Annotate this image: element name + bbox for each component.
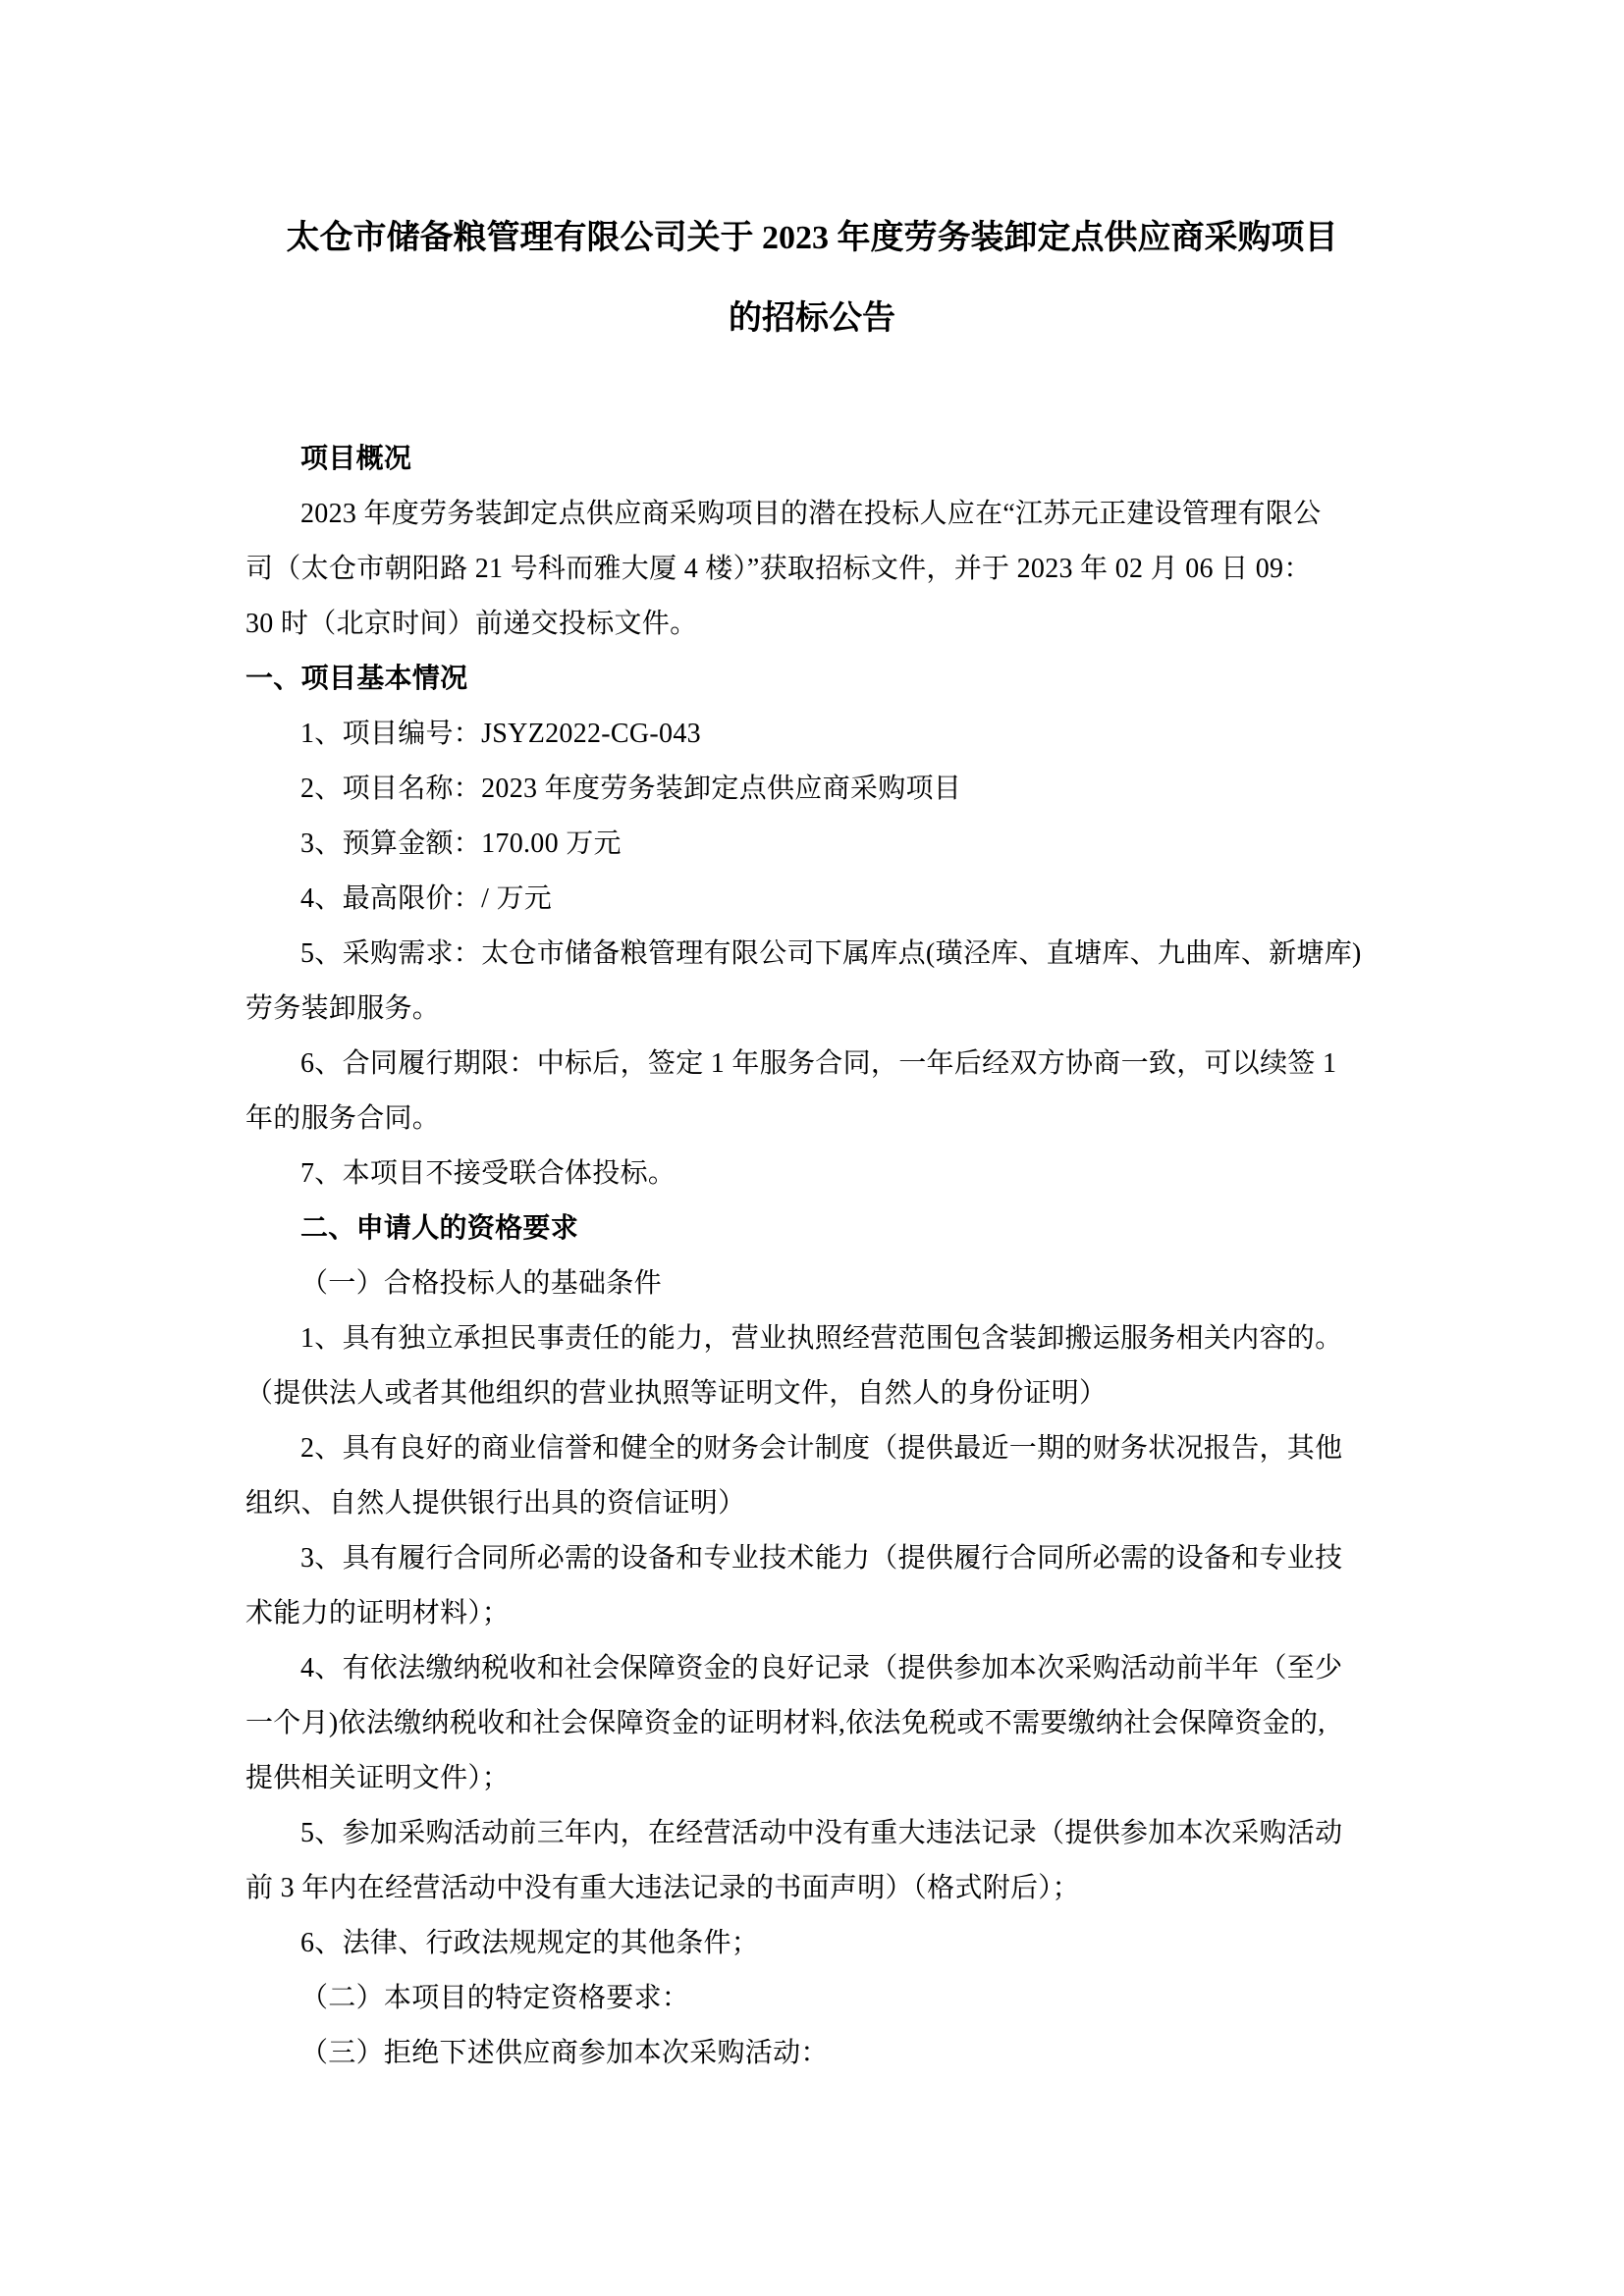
paragraph [245, 1037, 1379, 1147]
text-line: 7、本项目不接受联合体投标。 [300, 1158, 677, 1189]
text-line: 项目概况 [300, 444, 412, 474]
text-line: 术能力的证明材料）； [245, 1598, 511, 1629]
paragraph [245, 2026, 1379, 2081]
text-line: 5、采购需求：太仓市储备粮管理有限公司下属库点(璜泾库、直塘库、九曲库、新塘库) [300, 938, 1362, 969]
paragraph [245, 487, 1379, 652]
paragraph [245, 1916, 1379, 1971]
text-line: 4、有依法缴纳税收和社会保障资金的良好记录（提供参加本次采购活动前半年（至少 [300, 1653, 1343, 1683]
paragraph [245, 927, 1379, 1037]
text-line: 1、项目编号：JSYZ2022-CG-043 [300, 719, 701, 749]
paragraph [245, 1256, 1379, 1311]
document-title [245, 198, 1379, 359]
text-line: （提供法人或者其他组织的营业执照等证明文件，自然人的身份证明） [245, 1378, 1108, 1409]
paragraph [245, 817, 1379, 872]
document-title-line-1: 太仓市储备粮管理有限公司关于 2023 年度劳务装卸定点供应商采购项目 [286, 220, 1338, 256]
paragraph [245, 1531, 1379, 1641]
paragraph [245, 1147, 1379, 1201]
text-line: 年的服务合同。 [245, 1103, 441, 1134]
section-heading [245, 432, 1379, 487]
paragraph [245, 762, 1379, 817]
text-line: 提供相关证明文件）； [245, 1763, 511, 1793]
section-heading [245, 1201, 1379, 1256]
text-line: 2023 年度劳务装卸定点供应商采购项目的潜在投标人应在“江苏元正建设管理有限公 [300, 499, 1322, 529]
text-line: 3、预算金额：170.00 万元 [300, 828, 622, 859]
text-line: 3、具有履行合同所必需的设备和专业技术能力（提供履行合同所必需的设备和专业技 [300, 1543, 1343, 1574]
paragraph [245, 872, 1379, 927]
text-line: （一）合格投标人的基础条件 [300, 1268, 662, 1299]
text-line: 6、法律、行政法规规定的其他条件； [300, 1928, 760, 1958]
text-line: 1、具有独立承担民事责任的能力，营业执照经营范围包含装卸搬运服务相关内容的。 [300, 1323, 1343, 1354]
section-heading [245, 652, 1379, 707]
text-line: 司（太仓市朝阳路 21 号科而雅大厦 4 楼）”获取招标文件，并于 2023 年 02 月 06 日 09： [245, 554, 1312, 584]
document-body [245, 432, 1379, 2081]
paragraph [245, 1311, 1379, 1421]
text-line: 2、具有良好的商业信誉和健全的财务会计制度（提供最近一期的财务状况报告，其他 [300, 1433, 1343, 1464]
paragraph [245, 1971, 1379, 2026]
document-title-line-2: 的招标公告 [729, 300, 895, 337]
paragraph [245, 1421, 1379, 1531]
paragraph [245, 1641, 1379, 1806]
text-line: 二、申请人的资格要求 [300, 1213, 579, 1244]
text-line: 6、合同履行期限：中标后，签定 1 年服务合同，一年后经双方协商一致，可以续签 1 [300, 1048, 1337, 1079]
text-line: 5、参加采购活动前三年内，在经营活动中没有重大违法记录（提供参加本次采购活动 [300, 1818, 1343, 1848]
text-line: 30 时（北京时间）前递交投标文件。 [245, 609, 698, 639]
text-line: 一个月)依法缴纳税收和社会保障资金的证明材料,依法免税或不需要缴纳社会保障资金的, [245, 1708, 1326, 1738]
text-line: 4、最高限价：/ 万元 [300, 883, 553, 914]
text-line: （三）拒绝下述供应商参加本次采购活动： [300, 2038, 829, 2068]
paragraph [245, 1806, 1379, 1916]
text-line: 一、项目基本情况 [245, 664, 468, 694]
text-line: 组织、自然人提供银行出具的资信证明） [245, 1488, 746, 1519]
text-line: 2、项目名称：2023 年度劳务装卸定点供应商采购项目 [300, 774, 962, 804]
text-line: （二）本项目的特定资格要求： [300, 1983, 690, 2013]
text-line: 劳务装卸服务。 [245, 993, 441, 1024]
text-line: 前 3 年内在经营活动中没有重大违法记录的书面声明）（格式附后）； [245, 1873, 1080, 1903]
paragraph [245, 707, 1379, 762]
